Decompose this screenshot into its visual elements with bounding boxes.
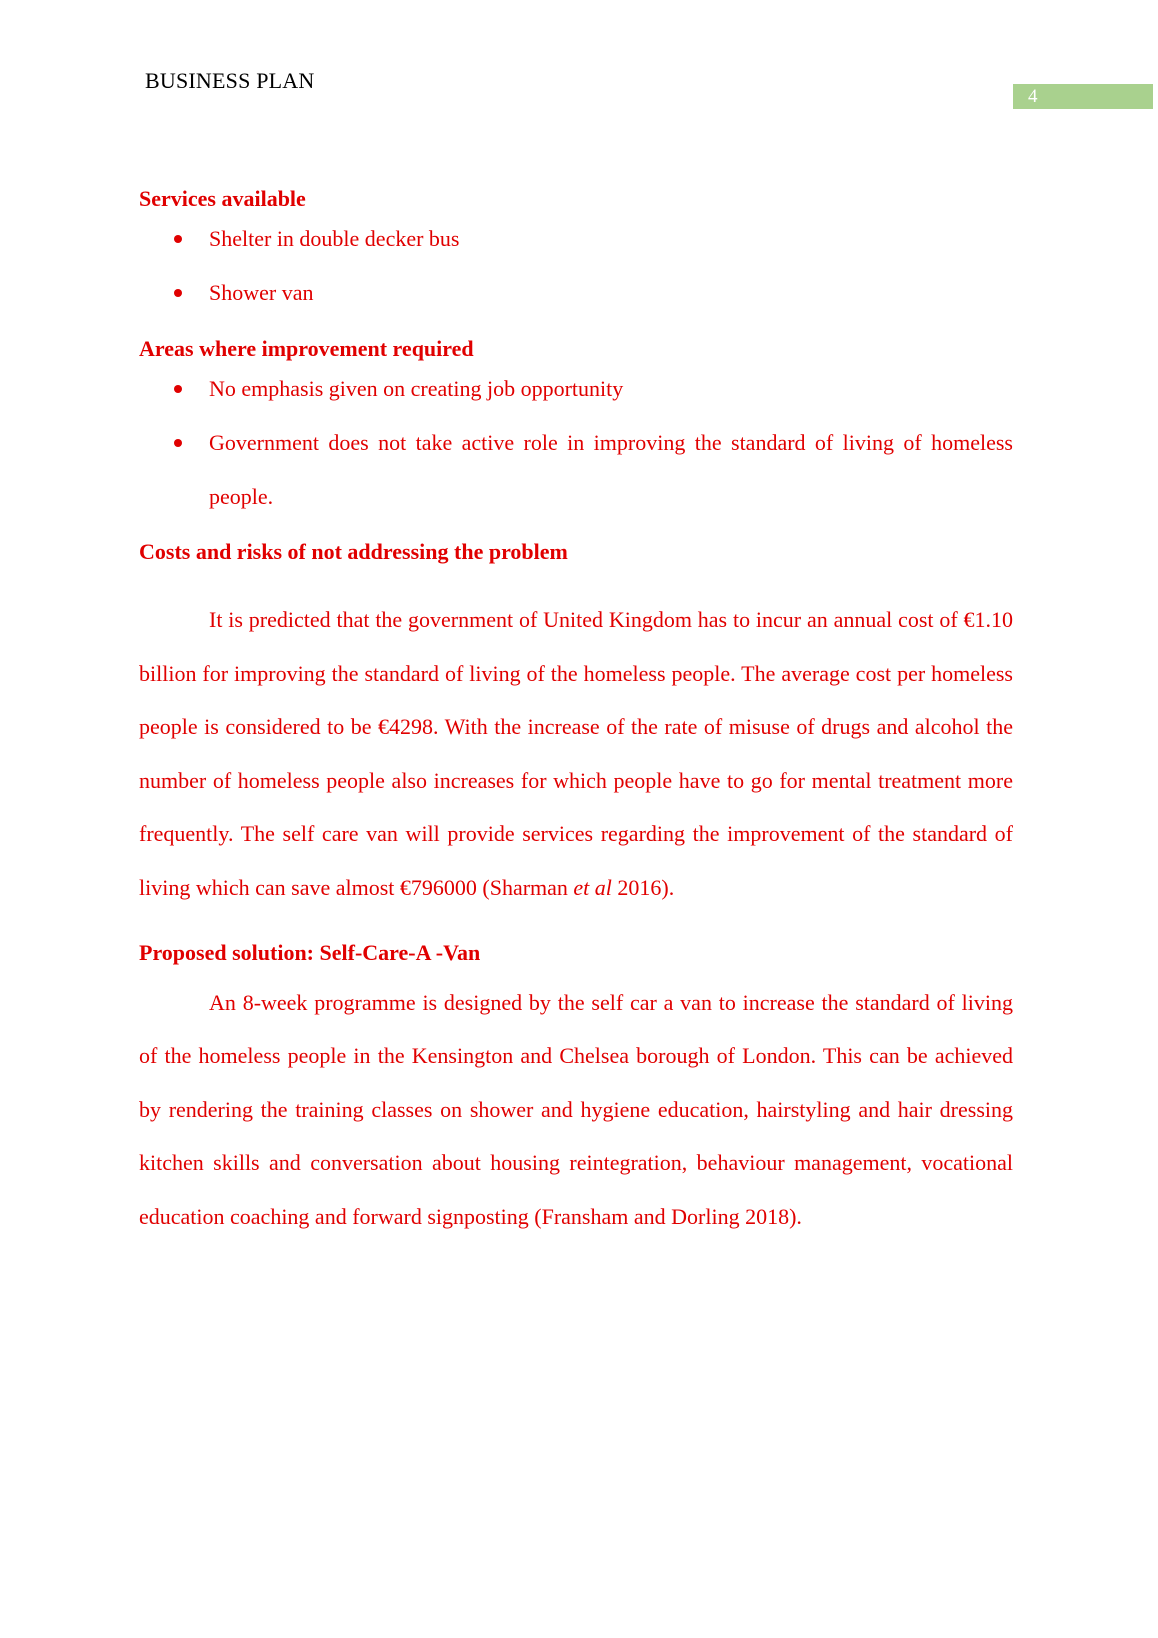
- list-item: [139, 362, 1013, 416]
- citation-year: 2016).: [611, 874, 675, 900]
- citation-et-al: et al: [573, 874, 612, 900]
- list-item-text: Government does not take active role in improving the standard of living of homeless people.: [209, 430, 1013, 509]
- bullet-icon: [174, 439, 182, 447]
- heading-proposed-solution: Proposed solution: Self-Care-A -Van: [139, 939, 481, 965]
- list-item: [139, 416, 1013, 524]
- heading-services-available: Services available: [139, 186, 306, 211]
- bullet-icon: [174, 289, 182, 297]
- heading-areas-improvement: Areas where improvement required: [139, 336, 474, 361]
- list-item: [139, 212, 1013, 266]
- bullet-icon: [174, 385, 182, 393]
- page-number: 4: [1028, 86, 1038, 107]
- list-item-text: Shower van: [209, 280, 314, 305]
- proposed-paragraph: An 8-week programme is designed by the self car a van to increase the standard of living of the homeless people in the Kensington and Chelsea borough of London. This can be achieved by rendering the training classes on shower and hygiene education, hairstyling and hair dressing kitchen skills and conversation about housing reintegration, behaviour management, vocational education coaching and forward signposting (Fransham and Dorling 2018).: [139, 989, 1013, 1229]
- costs-paragraph-text: It is predicted that the government of United Kingdom has to incur an annual cost of €1.10 billion for improving the standard of living of the homeless people. The average cost per homeless people is considered to be €4298. With the increase of the rate of misuse of drugs and alcohol the number of homeless people also increases for which people have to go for mental treatment more frequently. The self care van will provide services regarding the improvement of the standard of living which can save almost €796000 (Sharman: [139, 607, 1013, 900]
- heading-costs-risks: Costs and risks of not addressing the problem: [139, 539, 568, 564]
- running-header: BUSINESS PLAN: [145, 68, 315, 93]
- bullet-icon: [174, 235, 182, 243]
- areas-list: [139, 362, 1013, 524]
- list-item: [139, 266, 1013, 320]
- document-body: [139, 186, 1013, 1244]
- services-list: [139, 212, 1013, 320]
- costs-paragraph: [139, 593, 1013, 915]
- list-item-text: Shelter in double decker bus: [209, 226, 460, 251]
- list-item-text: No emphasis given on creating job opportunity: [209, 376, 624, 401]
- page-number-badge: [1013, 84, 1153, 109]
